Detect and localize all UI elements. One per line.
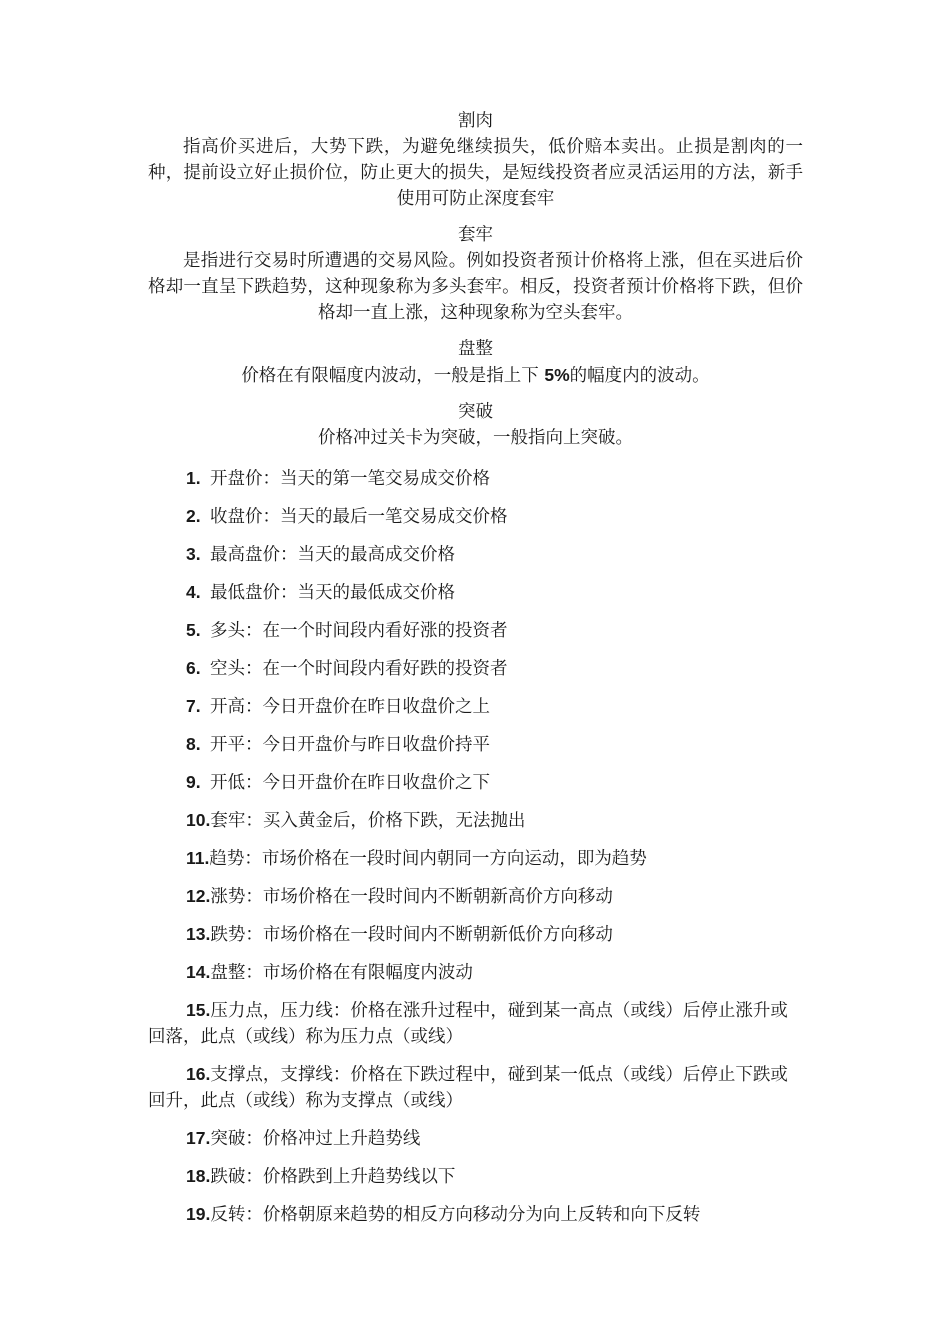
term-section-gerou xyxy=(148,108,803,212)
list-text: 反转：价格朝原来趋势的相反方向移动分为向上反转和向下反转 xyxy=(210,1205,701,1225)
list-number: 17. xyxy=(186,1128,211,1148)
list-number: 14. xyxy=(186,962,211,982)
list-text: 套牢：买入黄金后，价格下跌，无法抛出 xyxy=(210,811,526,831)
list-text: 开低：今日开盘价在昨日收盘价之下 xyxy=(210,773,490,793)
term-title: 套牢 xyxy=(458,225,493,245)
term-section-tupo xyxy=(148,399,803,451)
list-number: 18. xyxy=(186,1166,211,1186)
list-item xyxy=(148,807,803,834)
list-text: 开盘价：当天的第一笔交易成交价格 xyxy=(210,469,490,489)
list-item xyxy=(148,883,803,910)
term-title: 突破 xyxy=(458,402,493,422)
list-text: 最高盘价：当天的最高成交价格 xyxy=(210,545,455,565)
list-number: 13. xyxy=(186,924,211,944)
list-item xyxy=(148,579,803,606)
term-body: 指高价买进后，大势下跌，为避免继续损失，低价赔本卖出。止损是割肉的一种，提前设立好止损价位，防止更大的损失，是短线投资者应灵活运用的方法，新手使用可防止深度套牢 xyxy=(148,137,803,209)
list-number: 15. xyxy=(186,1000,211,1020)
list-number: 12. xyxy=(186,886,211,906)
list-item xyxy=(148,1163,803,1190)
list-text: 最低盘价：当天的最低成交价格 xyxy=(210,583,455,603)
term-title: 盘整 xyxy=(458,339,493,359)
list-item xyxy=(148,617,803,644)
term-body xyxy=(148,362,803,389)
list-number: 2. xyxy=(186,506,201,526)
term-section-taolao xyxy=(148,222,803,326)
list-number: 5. xyxy=(186,620,201,640)
list-number: 16. xyxy=(186,1064,211,1084)
list-text: 趋势：市场价格在一段时间内朝同一方向运动，即为趋势 xyxy=(209,849,647,869)
list-text: 涨势：市场价格在一段时间内不断朝新高价方向移动 xyxy=(210,887,613,907)
list-item xyxy=(148,1125,803,1152)
list-item xyxy=(148,503,803,530)
list-text: 跌破：价格跌到上升趋势线以下 xyxy=(210,1167,456,1187)
list-item xyxy=(148,769,803,796)
list-number: 7. xyxy=(186,696,201,716)
list-number: 6. xyxy=(186,658,201,678)
list-item xyxy=(148,541,803,568)
list-number: 4. xyxy=(186,582,201,602)
list-text: 突破：价格冲过上升趋势线 xyxy=(210,1129,421,1149)
term-title: 割肉 xyxy=(458,111,493,131)
percent-value: 5% xyxy=(544,365,570,385)
list-text: 开平：今日开盘价与昨日收盘价持平 xyxy=(210,735,490,755)
term-body-text: 的幅度内的波动。 xyxy=(569,366,710,386)
list-text: 盘整：市场价格在有限幅度内波动 xyxy=(210,963,473,983)
list-text: 空头：在一个时间段内看好跌的投资者 xyxy=(210,659,508,679)
list-item xyxy=(148,693,803,720)
list-number: 10. xyxy=(186,810,211,830)
list-number: 11. xyxy=(186,848,210,868)
list-item xyxy=(148,655,803,682)
term-body-text: 价格在有限幅度内波动，一般是指上下 xyxy=(241,366,545,386)
list-text: 多头：在一个时间段内看好涨的投资者 xyxy=(210,621,508,641)
list-item xyxy=(148,1061,803,1114)
list-text: 支撑点，支撑线：价格在下跌过程中，碰到某一低点（或线）后停止下跌或回升，此点（或线）称为支撑点（或线） xyxy=(148,1065,788,1111)
list-number: 1. xyxy=(186,468,201,488)
term-body: 是指进行交易时所遭遇的交易风险。例如投资者预计价格将上涨，但在买进后价格却一直呈下跌趋势，这种现象称为多头套牢。相反，投资者预计价格将下跌，但价格却一直上涨，这种现象称为空头套牢。 xyxy=(148,251,803,323)
list-item xyxy=(148,1201,803,1228)
list-item xyxy=(148,921,803,948)
list-text: 收盘价：当天的最后一笔交易成交价格 xyxy=(210,507,508,527)
list-text: 跌势：市场价格在一段时间内不断朝新低价方向移动 xyxy=(210,925,613,945)
list-item xyxy=(148,997,803,1050)
list-number: 8. xyxy=(186,734,201,754)
list-item xyxy=(148,731,803,758)
list-item xyxy=(148,465,803,492)
glossary-list xyxy=(148,465,803,1228)
list-number: 3. xyxy=(186,544,201,564)
list-item xyxy=(148,959,803,986)
list-text: 压力点，压力线：价格在涨升过程中，碰到某一高点（或线）后停止涨升或回落，此点（或线）称为压力点（或线） xyxy=(148,1001,788,1047)
term-body: 价格冲过关卡为突破，一般指向上突破。 xyxy=(318,428,633,448)
list-number: 9. xyxy=(186,772,201,792)
list-text: 开高：今日开盘价在昨日收盘价之上 xyxy=(210,697,490,717)
document-page xyxy=(148,108,803,1239)
list-number: 19. xyxy=(186,1204,211,1224)
list-item xyxy=(148,845,803,872)
term-section-panzheng xyxy=(148,336,803,389)
